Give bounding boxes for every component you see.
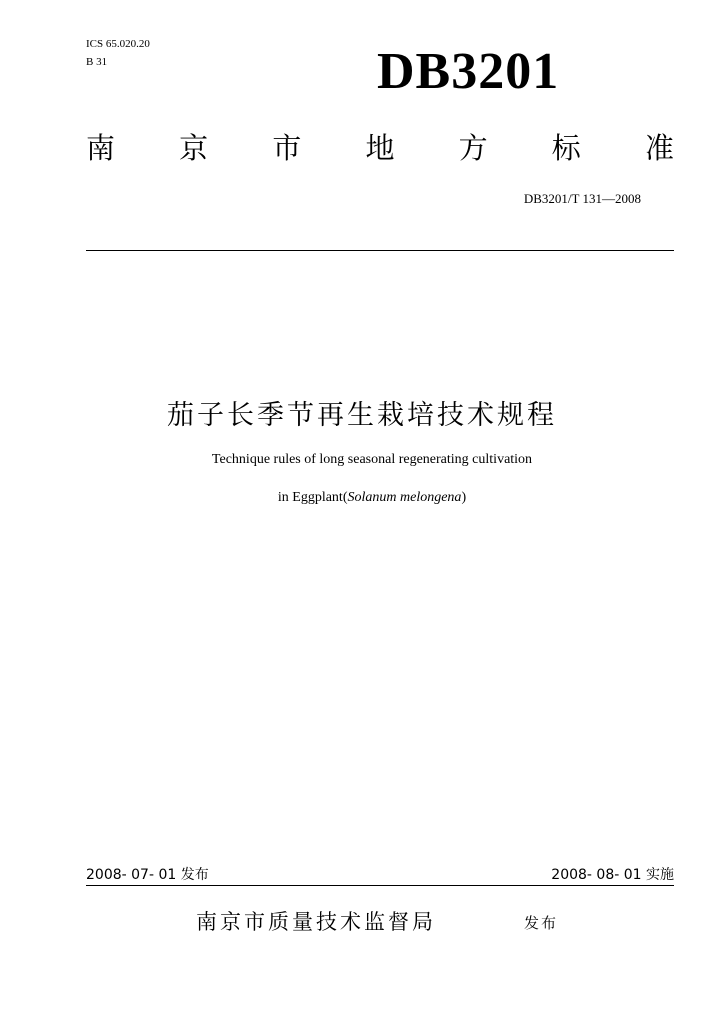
standard-number: DB3201/T 131—2008: [523, 191, 641, 206]
standard-code-logo: DB3201: [377, 43, 560, 100]
standard-type-char: 京: [179, 131, 209, 165]
english-title-prefix: in Eggplant(: [277, 490, 348, 505]
publisher-name: 南京市质量技术监督局: [196, 910, 436, 934]
species-name: Solanum melongena: [347, 490, 462, 505]
standard-type-char: 准: [644, 131, 674, 165]
standard-type-heading: [86, 131, 674, 165]
chinese-title: 茄子长季节再生栽培技术规程: [167, 400, 557, 431]
ics-code: ICS 65.020.20: [86, 38, 150, 50]
implementation-date: 2008- 08- 01 实施: [551, 867, 674, 883]
english-title-suffix: ): [461, 490, 467, 505]
english-title-line1: Technique rules of long seasonal regenerating cultivation: [211, 452, 533, 467]
standard-type-char: 市: [272, 131, 302, 165]
publish-label: 发布: [524, 914, 559, 932]
english-title-line2: [0, 490, 724, 506]
standard-type-char: 地: [365, 131, 395, 165]
standard-type-char: 标: [551, 131, 581, 165]
issue-date: 2008- 07- 01 发布: [86, 867, 209, 883]
standard-type-char: 南: [86, 131, 116, 165]
top-divider: [86, 250, 674, 251]
ccs-code: B 31: [86, 56, 108, 68]
standard-type-char: 方: [458, 131, 488, 165]
bottom-divider: [86, 885, 674, 886]
